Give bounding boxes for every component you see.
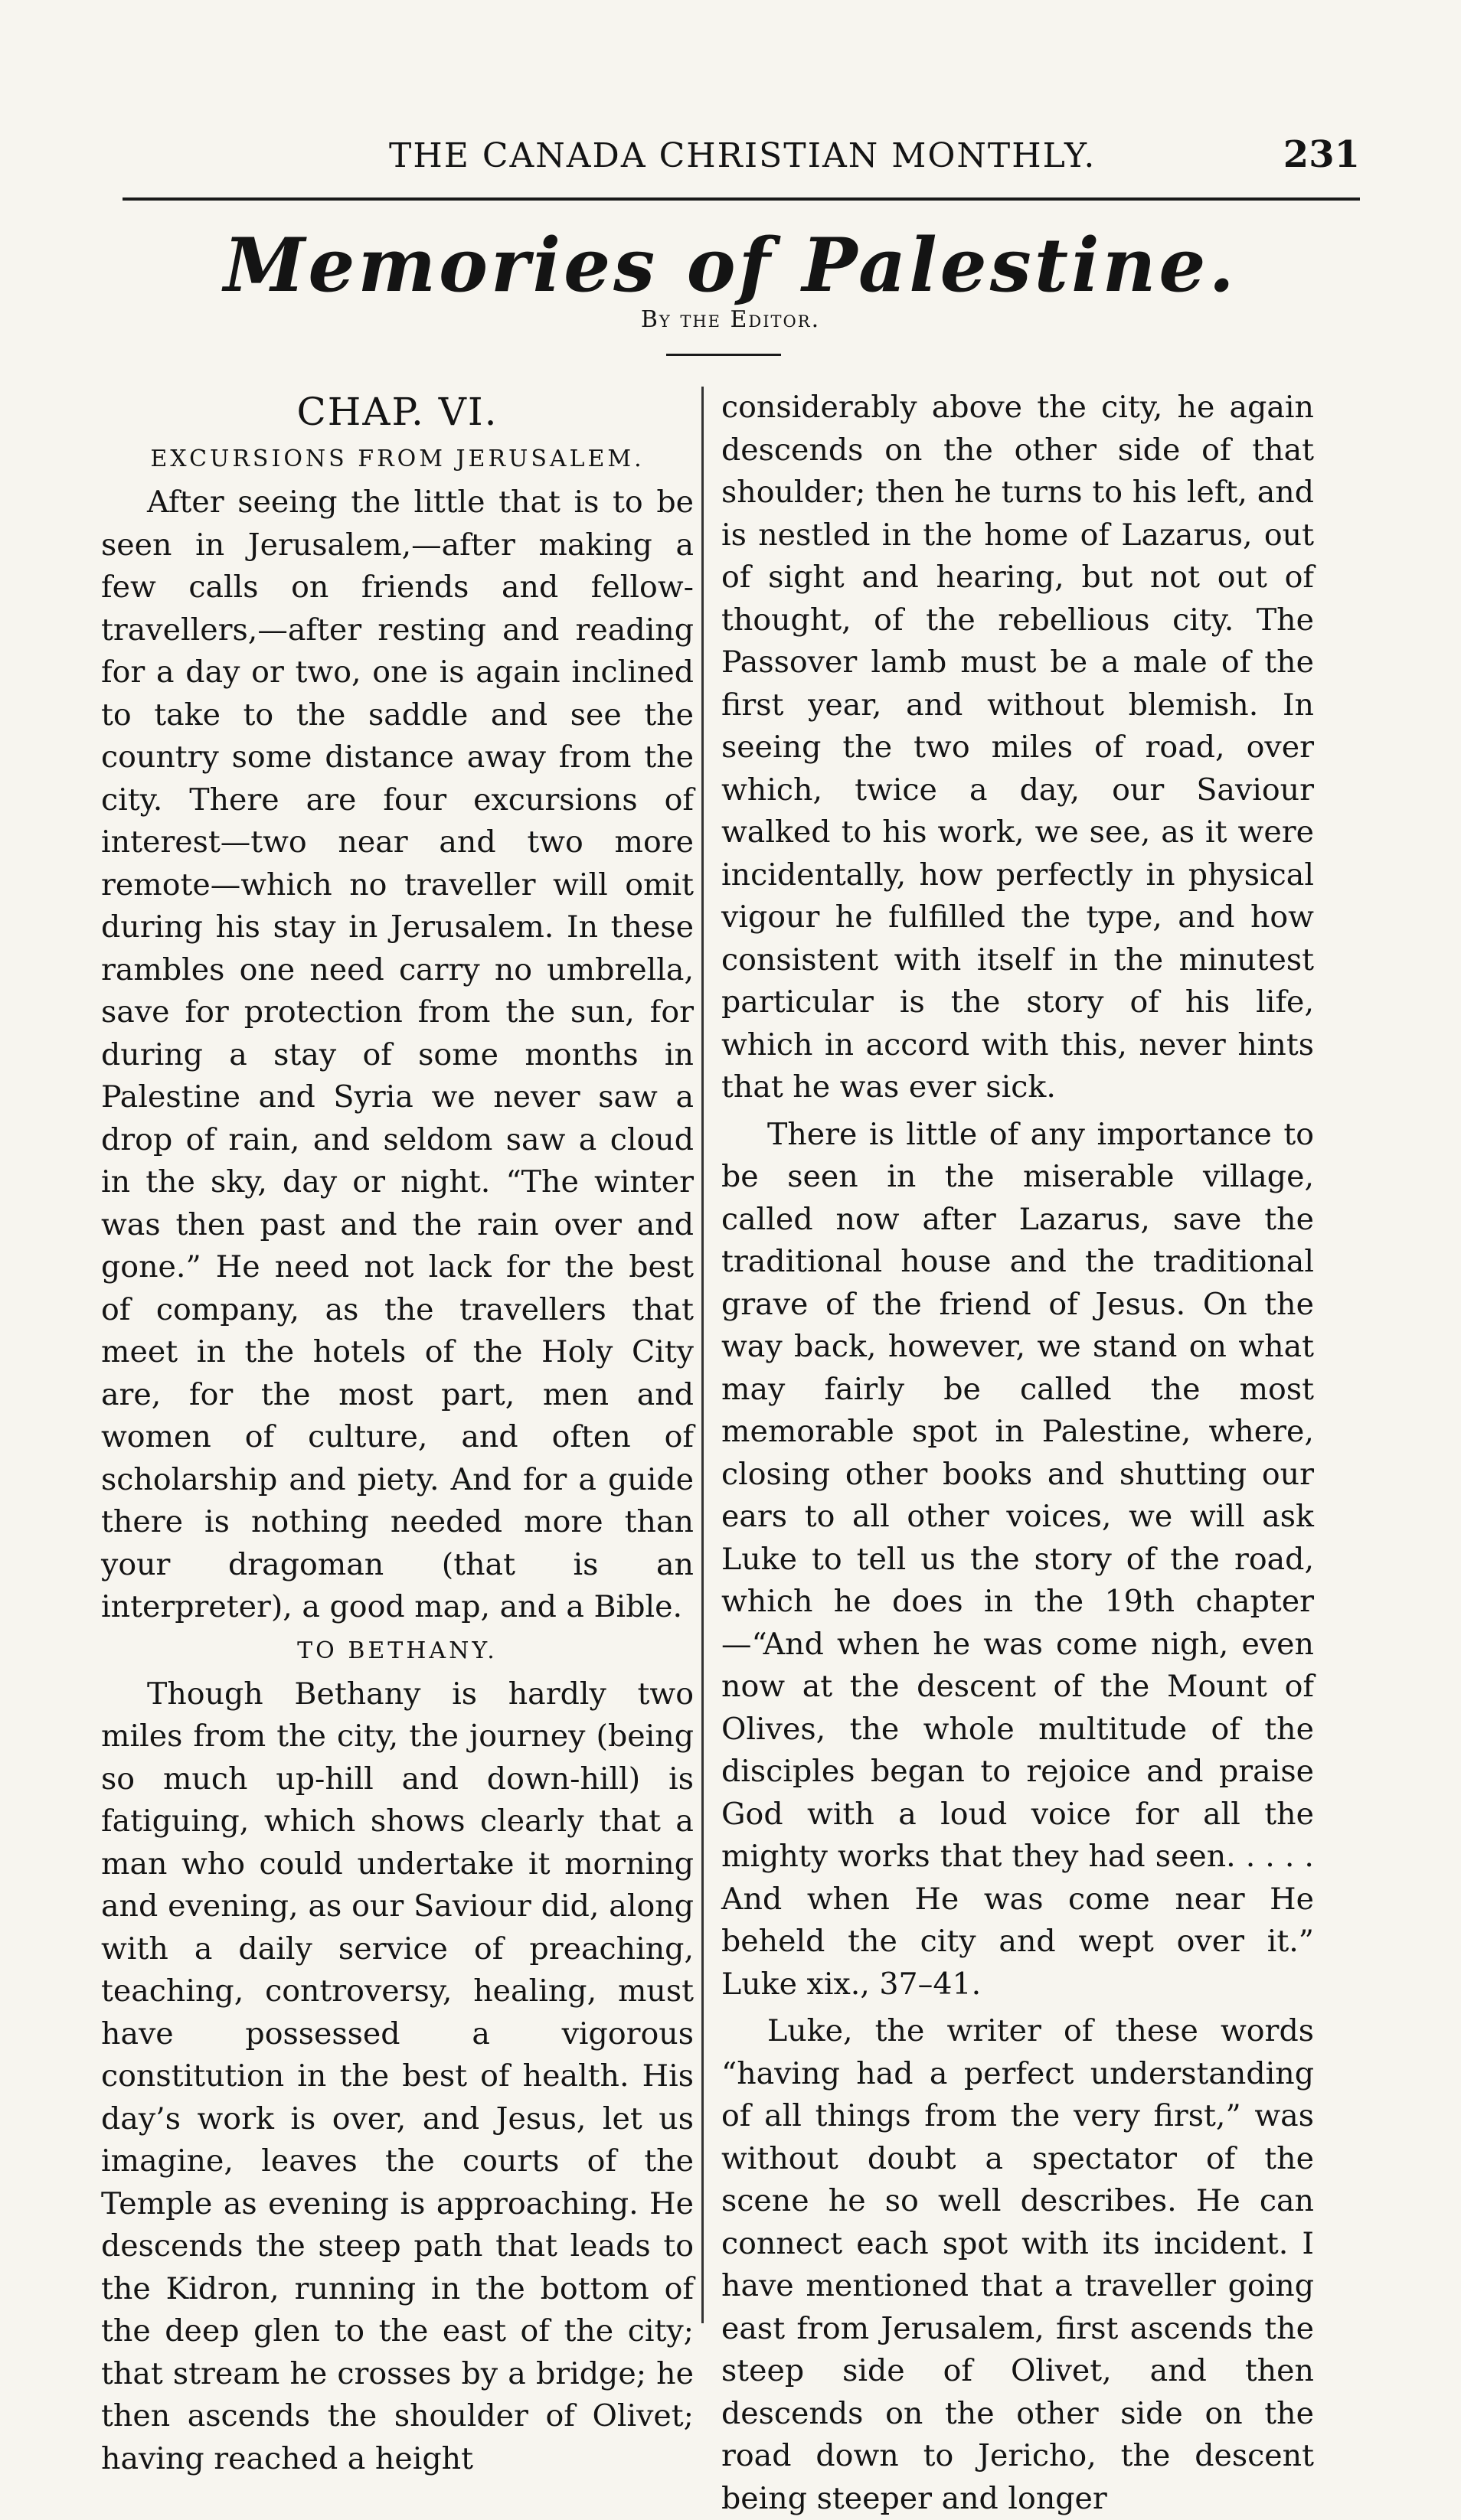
running-title: THE CANADA CHRISTIAN MONTHLY. bbox=[389, 136, 1097, 175]
article-title: Memories of Palestine. bbox=[224, 222, 1237, 308]
byline-rule bbox=[666, 354, 781, 356]
left-column bbox=[101, 387, 694, 2480]
header-rule bbox=[123, 197, 1360, 201]
paragraph-bethany: Though Bethany is hardly two miles from the city, the journey (being so much up-hill and down-hill) is fatiguing, which shows clearly that a man who could undertake it morning and evening, as our Saviour did, along with a daily service of preaching, teaching, controversy, healing, must have possessed a vigorous constitution in the best of health. His day’s work is over, and Jesus, let us imagine, leaves the courts of the Temple as evening is approaching. He descends the steep path that leads to the Kidron, running in the bottom of the deep glen to the east of the city; that stream he crosses by a bridge; he then ascends the shoulder of Olivet; having reached a height bbox=[101, 1676, 694, 2476]
running-header bbox=[123, 129, 1360, 182]
chapter-heading: CHAP. VI. bbox=[296, 390, 498, 434]
section-heading-excursions: EXCURSIONS FROM JERUSALEM. bbox=[150, 446, 645, 472]
page-number: 231 bbox=[1283, 133, 1360, 176]
column-divider bbox=[701, 387, 704, 2323]
paragraph-continued: considerably above the city, he again descends on the other side of that shoulder; then he turns to his left, and is nestled in the home of Lazarus, out of sight and hearing, but not out of thought, of the rebellious city. The Passover lamb must be a male of the first year, and without blemish. In seeing the two miles of road, over which, twice a day, our Saviour walked to his work, we see, as it were incidentally, how perfectly in physical vigour he fulfilled the type, and how consistent with itself in the minutest particular is the story of his life, which in accord with this, never hints that he was ever sick. bbox=[721, 390, 1314, 1105]
byline: By the Editor. bbox=[640, 306, 821, 333]
paragraph-village: There is little of any importance to be seen in the miserable village, called now after Lazarus, save the traditional house and the traditional grave of the friend of Jesus. On the way back, however, we stand on what may fairly be called the most memorable spot in Palestine, where, closing other books and shutting our ears to all other voices, we will ask Luke to tell us the story of the road, which he does in the 19th chapter—“And when he was come nigh, even now at the descent of the Mount of Olives, the whole multitude of the disciples began to rejoice and praise God with a loud voice for all the mighty works that they had seen. . . . . And when He was come near He beheld the city and wept over it.” Luke xix., 37–41. bbox=[721, 1116, 1314, 2002]
paragraph-excursions: After seeing the little that is to be seen in Jerusalem,—after making a few calls on friends and fellow-travellers,—after resting and reading for a day or two, one is again inclined to take to the saddle and see the country some distance away from the city. There are four excursions of interest—two near and two more remote—which no traveller will omit during his stay in Jerusalem. In these rambles one need carry no umbrella, save for protection from the sun, for during a stay of some months in Palestine and Syria we never saw a drop of rain, and seldom saw a cloud in the sky, day or night. “The winter was then past and the rain over and gone.” He need not lack for the best of company, as the travellers that meet in the hotels of the Holy City are, for the most part, men and women of culture, and often of scholarship and piety. And for a guide there is nothing needed more than your dragoman (that is an interpreter), a good map, and a Bible. bbox=[101, 485, 694, 1624]
paragraph-luke: Luke, the writer of these words “having had a perfect understanding of all things from the very first,” was without doubt a spectator of the scene he so well describes. He can connect each spot with its incident. I have mentioned that a traveller going east from Jerusalem, first ascends the steep side of Olivet, and then descends on the other side on the road down to Jericho, the descent being steeper and longer bbox=[721, 2013, 1314, 2516]
section-heading-bethany: TO BETHANY. bbox=[297, 1637, 498, 1664]
right-column bbox=[721, 387, 1314, 2520]
